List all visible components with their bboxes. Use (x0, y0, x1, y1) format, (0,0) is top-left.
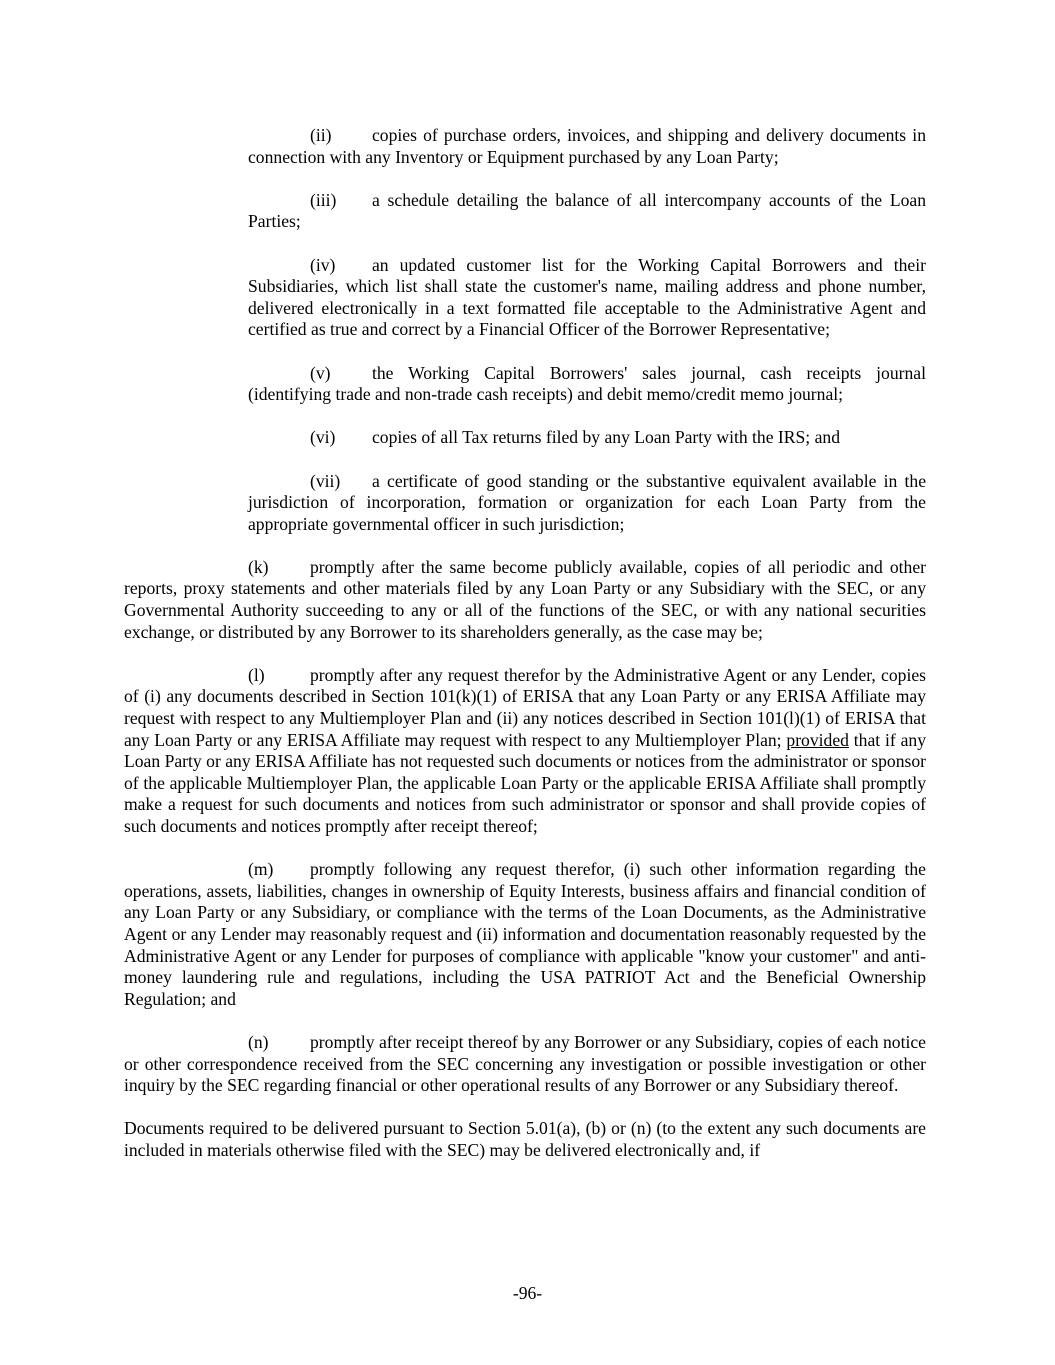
page-number: -96- (512, 1283, 543, 1303)
clause-label: (l) (248, 664, 265, 685)
clause-vii (248, 471, 926, 536)
clause-text: promptly after any request therefor by the Administrative Agent or any Lender, copies of (i) any documents described in Section 101(k)(1) of ERISA that any Loan Party or any ERISA Affiliate may request with respect to any Multiemployer Plan and (ii) any notices described in Section 101(l)(1) of ERISA that any Loan Party or any ERISA Affiliate may request with respect to any Multiemployer Plan; (124, 664, 926, 750)
clause-label: (ii) (310, 125, 332, 145)
clause-k (124, 557, 926, 643)
clause-label: (k) (248, 556, 269, 577)
clause-text-continued: that if any Loan Party or any ERISA Affiliate has not requested such documents or notices from the administrator or sponsor of the applicable Multiemployer Plan, the applicable Loan Party or the applicable ERISA Affiliate shall promptly make a request for such documents and notices from such administrator or sponsor and shall provide copies of such documents and notices promptly after receipt thereof; (124, 729, 926, 836)
clause-text: promptly after receipt thereof by any Borrower or any Subsidiary, copies of each notice or other correspondence received from the SEC concerning any investigation or possible investigation or other inquiry by the SEC regarding financial or other operational results of any Borrower or any Subsidiary thereof. (124, 1031, 926, 1096)
clause-l (124, 665, 926, 838)
clause-text: copies of purchase orders, invoices, and shipping and delivery documents in connection with any Inventory or Equipment purchased by any Loan Party; (248, 125, 926, 167)
clause-label: (v) (310, 362, 331, 383)
clause-ii (248, 125, 926, 168)
clause-label: (vi) (310, 427, 336, 448)
clause-v (248, 363, 926, 406)
clause-label: (iv) (310, 254, 336, 275)
provided-term: provided (786, 729, 849, 750)
clause-label: (iii) (310, 189, 337, 210)
clause-vi (248, 427, 926, 449)
clause-text: a schedule detailing the balance of all intercompany accounts of the Loan Parties; (248, 189, 926, 232)
clause-text: an updated customer list for the Working Capital Borrowers and their Subsidiaries, which list shall state the customer's name, mailing address and phone number, delivered electronically in a text formatted file acceptable to the Administrative Agent and certified as true and correct by a Financial Officer of the Borrower Representative; (248, 254, 926, 340)
clause-text: copies of all Tax returns filed by any Loan Party with the IRS; and (372, 427, 840, 448)
clause-m (124, 859, 926, 1010)
clause-iii (248, 190, 926, 233)
clause-text: the Working Capital Borrowers' sales journal, cash receipts journal (identifying trade and non-trade cash receipts) and debit memo/credit memo journal; (248, 362, 926, 405)
clause-text: promptly following any request therefor, (i) such other information regarding the operations, assets, liabilities, changes in ownership of Equity Interests, business affairs and financial condition of any Loan Party or any Subsidiary, or compliance with the terms of the Loan Documents, as the Administrative Agent or any Lender may reasonably request and (ii) information and documentation reasonably requested by the Administrative Agent or any Lender for purposes of compliance with applicable "know your customer" and anti-money laundering rule and regulations, including the USA PATRIOT Act and the Beneficial Ownership Regulation; and (124, 859, 926, 1009)
clause-label: (m) (248, 859, 274, 880)
closing-paragraph: Documents required to be delivered pursuant to Section 5.01(a), (b) or (n) (to the extent any such documents are included in materials otherwise filed with the SEC) may be delivered electronically and, if (124, 1118, 926, 1160)
clause-n (124, 1032, 926, 1097)
clause-text: promptly after the same become publicly available, copies of all periodic and other reports, proxy statements and other materials filed by any Loan Party or any Subsidiary with the SEC, or any Governmental Authority succeeding to any or all of the functions of the SEC, or with any national securities exchange, or distributed by any Borrower to its shareholders generally, as the case may be; (124, 556, 926, 642)
document-body (124, 125, 926, 1183)
clause-label: (vii) (310, 470, 341, 491)
clause-label: (n) (248, 1031, 269, 1052)
clause-iv (248, 255, 926, 341)
clause-text: a certificate of good standing or the substantive equivalent available in the jurisdiction of incorporation, formation or organization for each Loan Party from the appropriate governmental officer in such jurisdiction; (248, 470, 926, 534)
